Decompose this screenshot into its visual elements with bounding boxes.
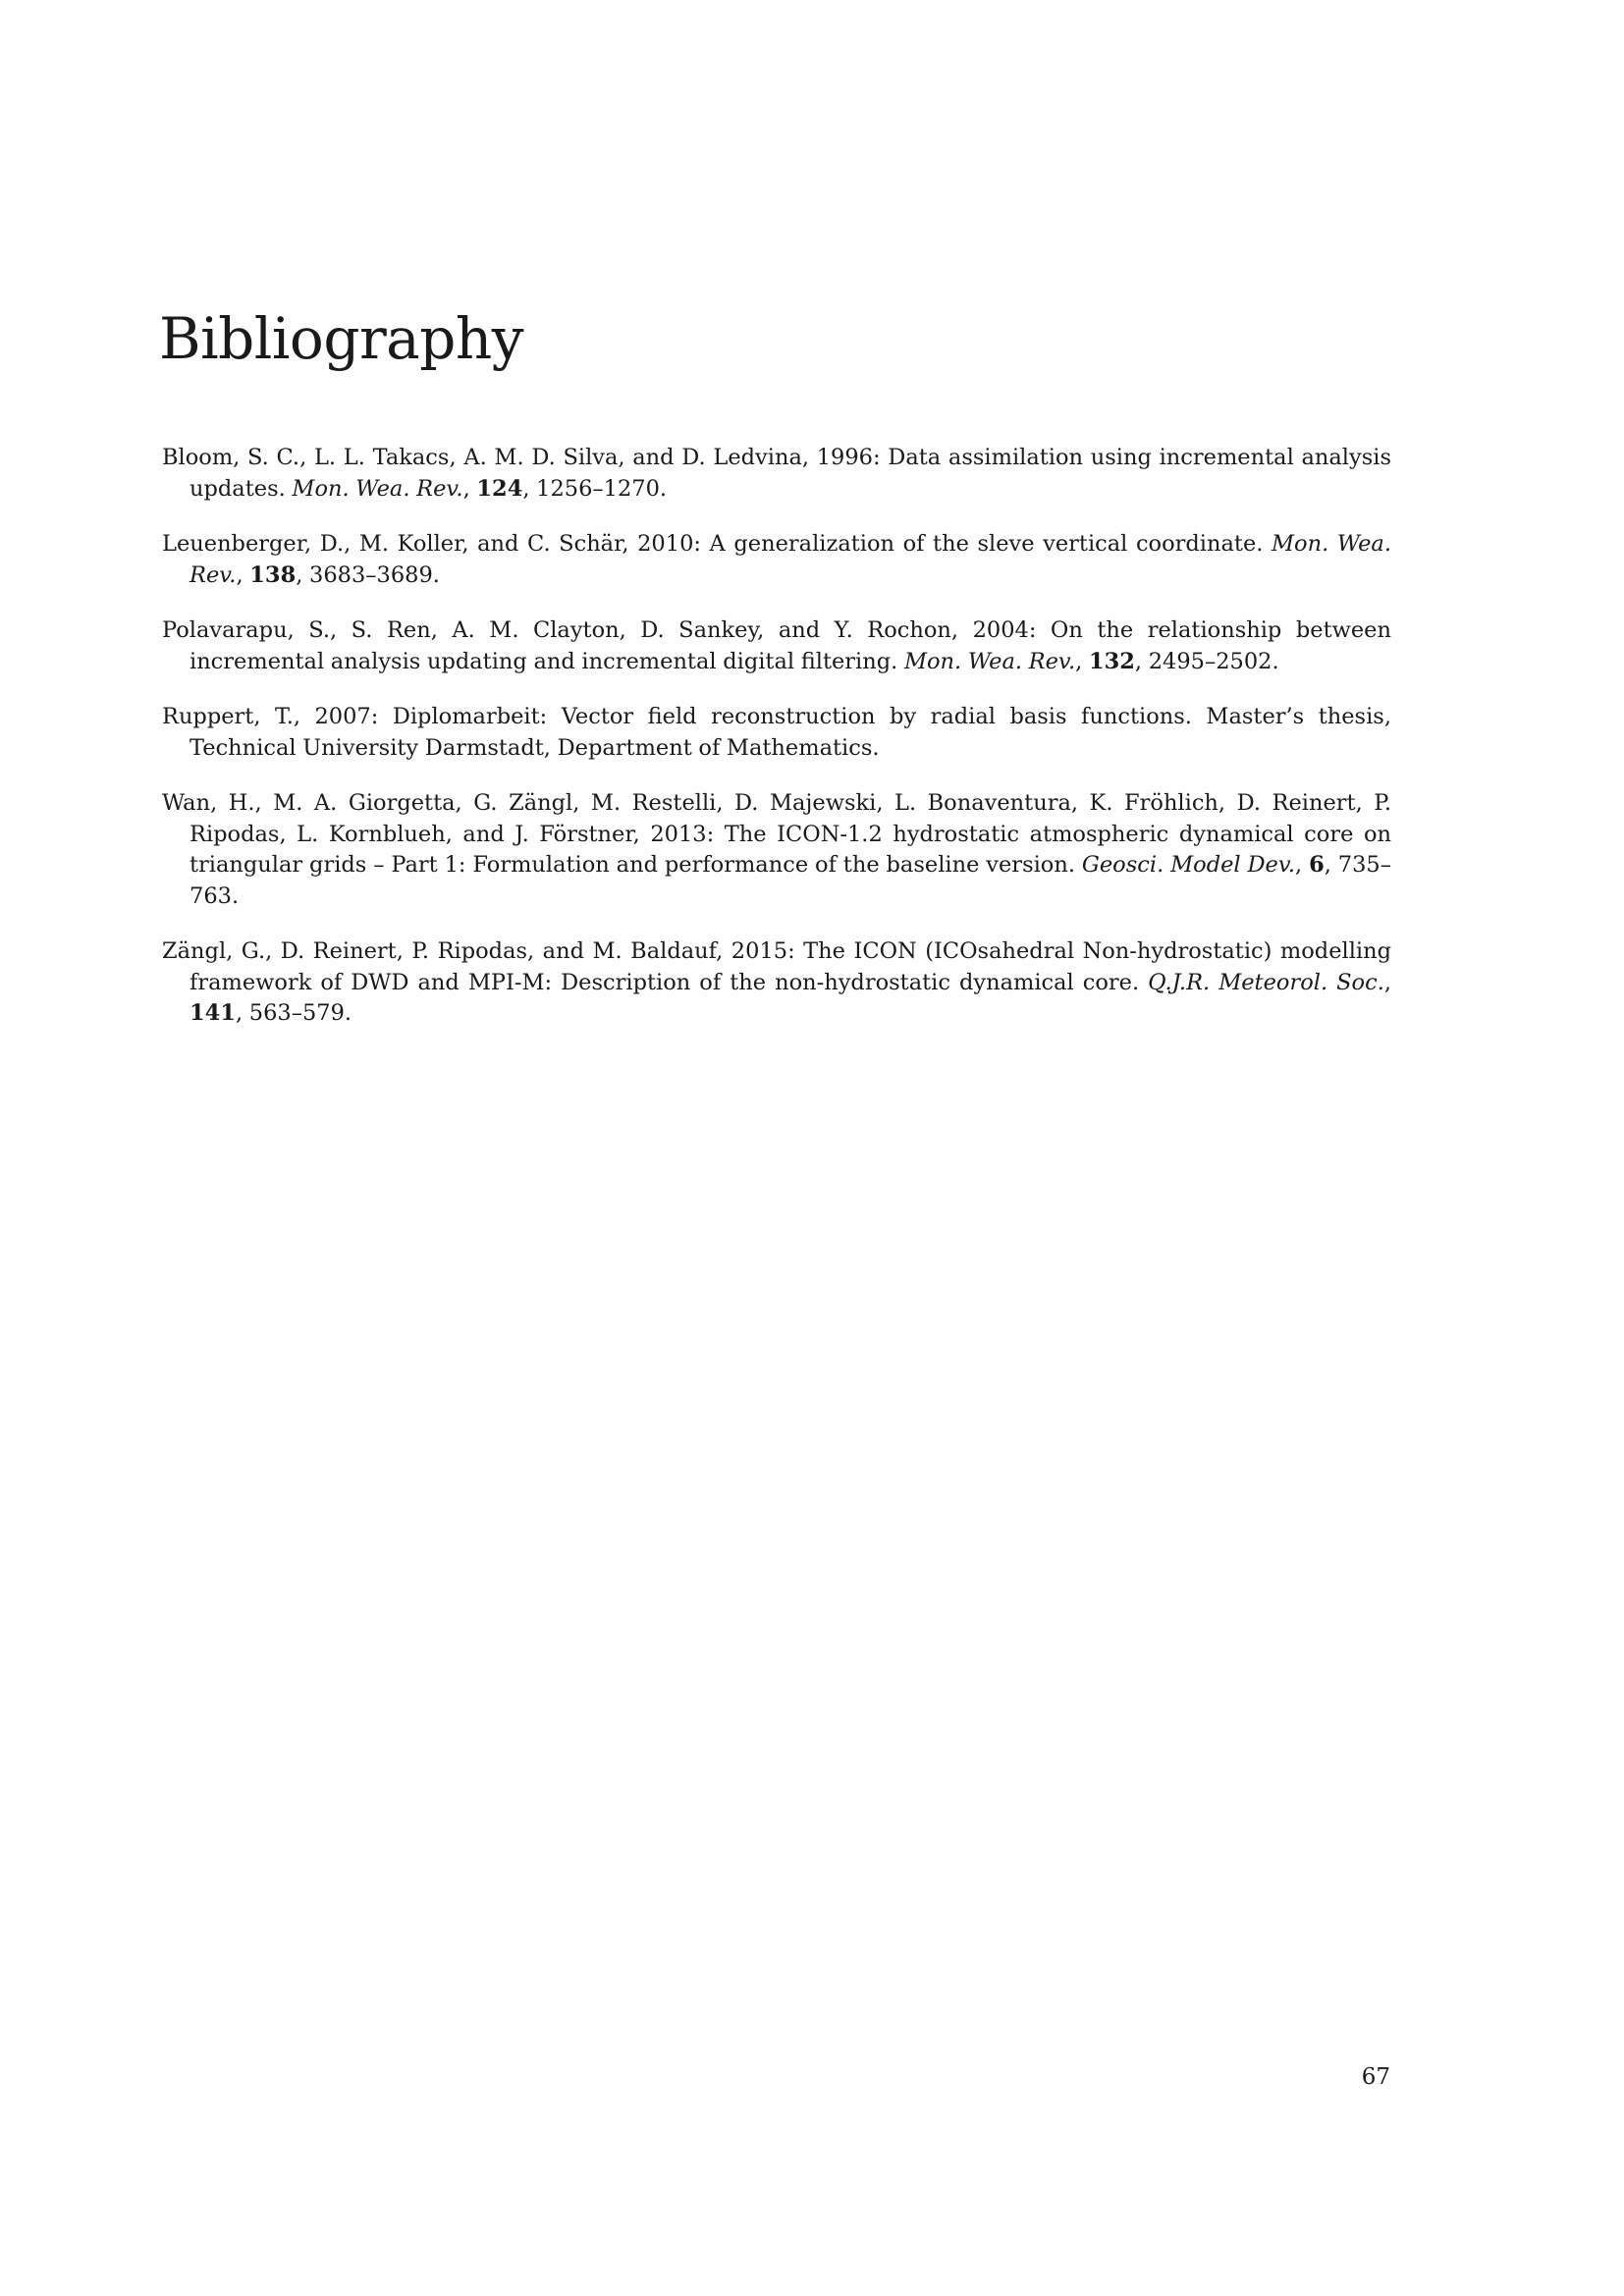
reference-separator: , — [1383, 969, 1391, 995]
page-number: 67 — [1361, 2064, 1390, 2090]
reference-entry — [162, 788, 1391, 912]
reference-entry — [162, 615, 1391, 677]
reference-pages: , 735–763. — [189, 852, 1391, 909]
reference-volume: 138 — [249, 561, 297, 588]
reference-separator: , — [236, 561, 250, 588]
reference-entry — [162, 443, 1391, 505]
reference-journal: Mon. Wea. Rev. — [903, 648, 1076, 674]
reference-separator: , — [462, 475, 477, 502]
reference-volume: 124 — [476, 475, 523, 502]
reference-volume: 132 — [1088, 648, 1135, 674]
bibliography-list — [162, 443, 1391, 1054]
reference-volume: 6 — [1309, 852, 1325, 878]
reference-journal: Mon. Wea. Rev. — [189, 531, 1391, 588]
reference-authors-title: Polavarapu, S., S. Ren, A. M. Clayton, D. Sankey, and Y. Rochon, 2004: On the relationship between incremental analysis updating and incremental digital filtering. — [162, 617, 1391, 674]
reference-entry — [162, 702, 1391, 764]
reference-pages: , 2495–2502. — [1134, 648, 1279, 674]
reference-journal: Geosci. Model Dev. — [1081, 852, 1296, 878]
reference-separator: , — [1075, 648, 1089, 674]
reference-pages: , 3683–3689. — [296, 561, 440, 588]
reference-entry — [162, 529, 1391, 591]
reference-pages: , 563–579. — [235, 1000, 352, 1026]
reference-volume: 141 — [189, 1000, 236, 1026]
reference-journal: Mon. Wea. Rev. — [292, 475, 463, 502]
reference-authors-title: Wan, H., M. A. Giorgetta, G. Zängl, M. Restelli, D. Majewski, L. Bonaventura, K. Fröhlich, D. Reinert, P. Ripodas, L. Kornblueh, and J. Förstner, 2013: The ICON-1.2 hydrostatic atmospheric dynamical core on triangular grids – Part 1: Formulation and performance of the baseline version. — [162, 790, 1391, 878]
reference-authors-title: Ruppert, T., 2007: Diplomarbeit: Vector field reconstruction by radial basis functions. Master’s thesis, Technical University Darmstadt, Department of Mathematics. — [162, 704, 1391, 761]
page-title: Bibliography — [159, 305, 523, 372]
reference-pages: , 1256–1270. — [522, 475, 668, 502]
reference-entry — [162, 936, 1391, 1030]
reference-journal: Q.J.R. Meteorol. Soc. — [1148, 969, 1384, 995]
reference-separator: , — [1295, 852, 1310, 878]
reference-authors-title: Bloom, S. C., L. L. Takacs, A. M. D. Silva, and D. Ledvina, 1996: Data assimilation using incremental analysis updates. — [162, 445, 1391, 502]
reference-authors-title: Zängl, G., D. Reinert, P. Ripodas, and M. Baldauf, 2015: The ICON (ICOsahedral Non-hydrostatic) modelling framework of DWD and MPI-M: Description of the non-hydrostatic dynamical core. — [162, 938, 1391, 995]
reference-authors-title: Leuenberger, D., M. Koller, and C. Schär, 2010: A generalization of the sleve vertical coordinate. — [162, 531, 1272, 557]
